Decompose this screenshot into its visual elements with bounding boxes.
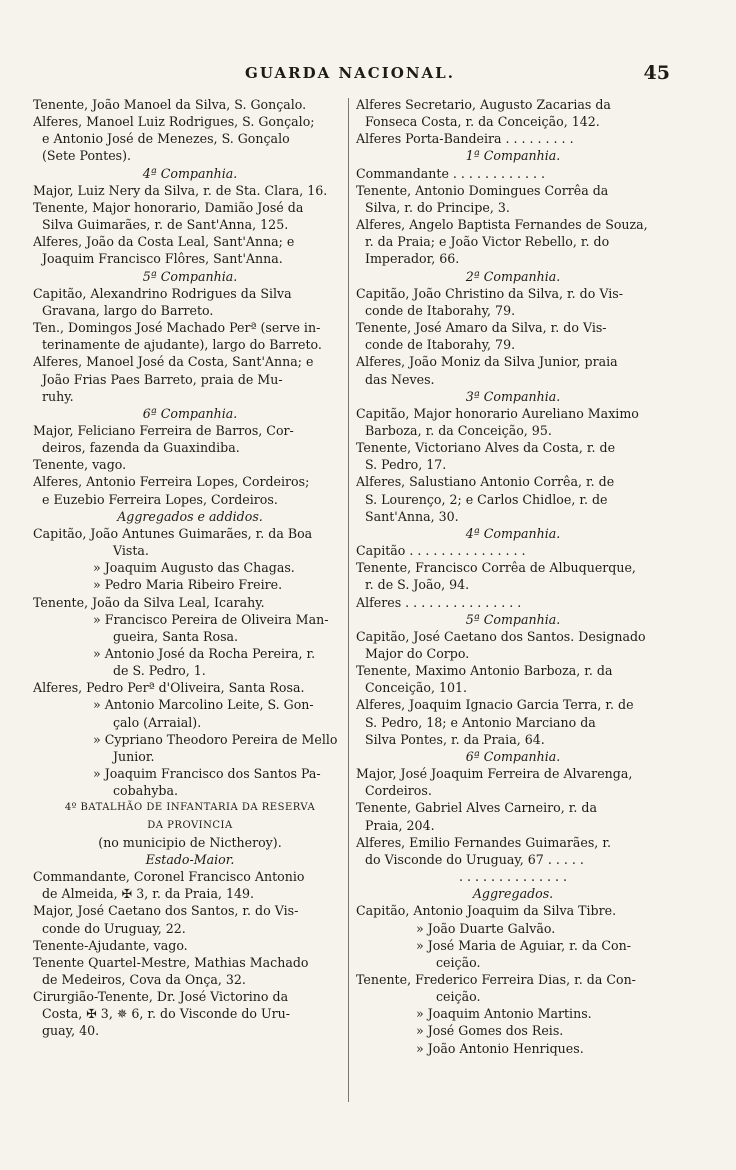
right-column-line: Capitão . . . . . . . . . . . . . . . bbox=[356, 543, 526, 559]
right-column-line: » João Duarte Galvão. bbox=[416, 920, 556, 936]
right-column-line: Tenente, Gabriel Alves Carneiro, r. da bbox=[356, 800, 597, 816]
left-column-line: 4ª Companhia. bbox=[142, 165, 238, 181]
left-column-line: Capitão, João Antunes Guimarães, r. da Boa bbox=[33, 525, 313, 541]
right-column-line: Alferes, Angelo Baptista Fernandes de Souza, bbox=[356, 217, 648, 233]
right-column-line: Alferes Secretario, Augusto Zacarias da bbox=[356, 97, 611, 112]
left-column-line: Alferes, Antonio Ferreira Lopes, Cordeiros; bbox=[33, 474, 310, 490]
right-column-line: Alferes, João Moniz da Silva Junior, praia bbox=[356, 354, 618, 370]
page-header bbox=[30, 62, 670, 86]
left-column-line: Tenente Quartel-Mestre, Mathias Machado bbox=[33, 954, 309, 970]
right-column-line: Tenente, Francisco Corrêa de Albuquerque, bbox=[356, 560, 636, 576]
right-column-line: Alferes, Emilio Fernandes Guimarães, r. bbox=[356, 834, 611, 850]
left-column-line: conde do Uruguay, 22. bbox=[42, 920, 186, 936]
left-column-line: Tenente-Ajudante, vago. bbox=[33, 937, 188, 953]
left-column-line: Tenente, vago. bbox=[33, 457, 127, 473]
left-column-line: Costa, ✠ 3, ✵ 6, r. do Visconde do Uru- bbox=[42, 1006, 290, 1022]
left-column-line: Tenente, João da Silva Leal, Icarahy. bbox=[33, 594, 265, 610]
right-column-line: Fonseca Costa, r. da Conceição, 142. bbox=[365, 114, 600, 130]
left-column-line: Silva Guimarães, r. de Sant'Anna, 125. bbox=[42, 217, 289, 233]
right-column-line: Tenente, Antonio Domingues Corrêa da bbox=[356, 182, 609, 198]
right-column-line: S. Pedro, 17. bbox=[365, 457, 447, 473]
left-column-line: de S. Pedro, 1. bbox=[113, 663, 206, 679]
right-column-line: Praia, 204. bbox=[365, 817, 435, 833]
right-column-line: » Joaquim Antonio Martins. bbox=[416, 1006, 592, 1022]
right-column-line: » José Maria de Aguiar, r. da Con- bbox=[416, 937, 631, 953]
left-column-line: de Almeida, ✠ 3, r. da Praia, 149. bbox=[42, 886, 255, 902]
right-column-line: Conceição, 101. bbox=[365, 680, 468, 696]
right-column-line: Alferes Porta-Bandeira . . . . . . . . . bbox=[356, 131, 574, 147]
left-column-line: Alferes, João da Costa Leal, Sant'Anna; e bbox=[33, 234, 295, 250]
right-column-line: 4ª Companhia. bbox=[465, 525, 561, 541]
right-column-line: Aggregados. bbox=[472, 886, 554, 902]
left-column-line: João Frias Paes Barreto, praia de Mu- bbox=[42, 371, 283, 387]
right-column-line: » João Antonio Henriques. bbox=[416, 1040, 584, 1056]
left-column-line: » Antonio Marcolino Leite, S. Gon- bbox=[93, 697, 314, 713]
left-column-line: » Joaquim Augusto das Chagas. bbox=[93, 560, 295, 576]
right-column-line: . . . . . . . . . . . . . . bbox=[458, 869, 568, 885]
left-column-line: Ten., Domingos José Machado Perª (serve in- bbox=[33, 320, 321, 336]
right-column-line: S. Lourenço, 2; e Carlos Chidloe, r. de bbox=[365, 491, 608, 507]
left-column-line: Estado-Maior. bbox=[145, 851, 235, 867]
right-column-line: conde de Itaborahy, 79. bbox=[365, 337, 516, 353]
left-column-line: e Euzebio Ferreira Lopes, Cordeiros. bbox=[42, 491, 278, 507]
right-column-line: Alferes, Joaquim Ignacio Garcia Terra, r. de bbox=[356, 697, 634, 713]
right-column-line: ceição. bbox=[436, 989, 481, 1005]
right-column-line: Silva, r. do Principe, 3. bbox=[365, 199, 510, 215]
right-column-line: Commandante . . . . . . . . . . . . bbox=[356, 165, 545, 181]
left-column-line: » Pedro Maria Ribeiro Freire. bbox=[93, 577, 283, 593]
left-column-line: (no municipio de Nictheroy). bbox=[98, 834, 282, 850]
left-column-line: DA PROVINCIA bbox=[147, 819, 233, 831]
right-column-line: Major do Corpo. bbox=[365, 646, 470, 661]
right-column-line: 1ª Companhia. bbox=[465, 148, 561, 164]
left-column-line: çalo (Arraial). bbox=[113, 714, 202, 730]
left-column-line: Aggregados e addidos. bbox=[117, 508, 263, 524]
left-column-line: (Sete Pontes). bbox=[42, 148, 132, 164]
right-column-line: r. de S. João, 94. bbox=[365, 577, 470, 593]
left-column-line: deiros, fazenda da Guaxindiba. bbox=[42, 440, 240, 456]
right-column-line: » José Gomes dos Reis. bbox=[416, 1023, 564, 1039]
right-column-line: Cordeiros. bbox=[365, 783, 432, 799]
left-column-line: Tenente, Major honorario, Damião José da bbox=[33, 199, 304, 215]
left-column-line: Alferes, Manoel José da Costa, Sant'Anna; e bbox=[33, 354, 314, 370]
right-column-line: Tenente, Frederico Ferreira Dias, r. da Con- bbox=[356, 971, 636, 987]
right-column-line: Capitão, Major honorario Aureliano Maximo bbox=[356, 405, 639, 421]
right-column-line: conde de Itaborahy, 79. bbox=[365, 302, 516, 318]
left-column-line: gueira, Santa Rosa. bbox=[113, 628, 239, 644]
left-column-line: Major, Luiz Nery da Silva, r. de Sta. Clara, 16. bbox=[33, 182, 328, 198]
left-column-line: de Medeiros, Cova da Onça, 32. bbox=[42, 971, 246, 987]
left-column-line: Cirurgião-Tenente, Dr. José Victorino da bbox=[33, 989, 289, 1005]
left-column-line: Commandante, Coronel Francisco Antonio bbox=[33, 869, 305, 885]
right-column-line: Silva Pontes, r. da Praia, 64. bbox=[365, 731, 545, 747]
left-column-line: Tenente, João Manoel da Silva, S. Gonçalo. bbox=[33, 97, 307, 112]
right-column-line: S. Pedro, 18; e Antonio Marciano da bbox=[365, 714, 596, 730]
left-column-line: » Cypriano Theodoro Pereira de Mello bbox=[93, 731, 338, 747]
left-column-line: Junior. bbox=[113, 748, 155, 764]
right-column-line: Major, José Joaquim Ferreira de Alvarenga, bbox=[356, 766, 633, 782]
right-column-line: Imperador, 66. bbox=[365, 251, 460, 267]
left-column-line: » Joaquim Francisco dos Santos Pa- bbox=[93, 766, 321, 782]
right-column-line: Capitão, João Christino da Silva, r. do Vis- bbox=[356, 285, 623, 301]
right-column-line: ceição. bbox=[436, 954, 481, 970]
right-column-line: do Visconde do Uruguay, 67 . . . . . bbox=[365, 851, 584, 867]
left-column-line: 6ª Companhia. bbox=[142, 405, 238, 421]
right-column-line: 5ª Companhia. bbox=[465, 611, 561, 627]
right-column-line: 6ª Companhia. bbox=[465, 748, 561, 764]
left-column-line: Capitão, Alexandrino Rodrigues da Silva bbox=[33, 285, 292, 301]
left-column-line: Alferes, Pedro Perª d'Oliveira, Santa Rosa. bbox=[33, 680, 305, 696]
right-column-line: Tenente, Victoriano Alves da Costa, r. de bbox=[356, 440, 616, 456]
left-column-line: terinamente de ajudante), largo do Barreto. bbox=[42, 337, 322, 353]
right-column-line: 3ª Companhia. bbox=[465, 388, 561, 404]
page-number: 45 bbox=[643, 62, 670, 84]
left-column-line: Vista. bbox=[113, 543, 149, 559]
left-column-line: 5ª Companhia. bbox=[142, 268, 238, 284]
left-column-line: » Antonio José da Rocha Pereira, r. bbox=[93, 646, 316, 661]
left-column-line: guay, 40. bbox=[42, 1023, 100, 1039]
right-column-line: Alferes . . . . . . . . . . . . . . . bbox=[356, 594, 522, 610]
right-column-line: 2ª Companhia. bbox=[465, 268, 561, 284]
left-column-line: Alferes, Manoel Luiz Rodrigues, S. Gonçalo; bbox=[33, 114, 315, 130]
left-column-line: e Antonio José de Menezes, S. Gonçalo bbox=[42, 131, 290, 147]
right-column-line: Barboza, r. da Conceição, 95. bbox=[365, 422, 552, 438]
left-column-line: ruhy. bbox=[42, 388, 74, 404]
left-column-line: Major, José Caetano dos Santos, r. do Vis- bbox=[33, 903, 299, 919]
right-column-line: Sant'Anna, 30. bbox=[365, 508, 459, 524]
left-column-line: Major, Feliciano Ferreira de Barros, Cor- bbox=[33, 422, 294, 438]
right-column-line: Alferes, Salustiano Antonio Corrêa, r. de bbox=[356, 474, 615, 490]
right-column-line: Tenente, José Amaro da Silva, r. do Vis- bbox=[356, 320, 607, 336]
right-column bbox=[356, 96, 670, 1057]
left-column-line: cobahyba. bbox=[113, 783, 179, 799]
left-column bbox=[33, 96, 347, 1040]
right-column-line: r. da Praia; e João Victor Rebello, r. do bbox=[365, 234, 610, 250]
left-column-line: 4º BATALHÃO DE INFANTARIA DA RESERVA bbox=[64, 802, 316, 814]
column-divider bbox=[348, 98, 349, 1102]
right-column-line: das Neves. bbox=[365, 371, 435, 387]
right-column-line: Capitão, Antonio Joaquim da Silva Tibre. bbox=[356, 903, 617, 919]
right-column-line: Capitão, José Caetano dos Santos. Designado bbox=[356, 628, 646, 644]
left-column-line: Joaquim Francisco Flôres, Sant'Anna. bbox=[42, 251, 283, 267]
right-column-line: Tenente, Maximo Antonio Barboza, r. da bbox=[356, 663, 613, 679]
running-title: GUARDA NACIONAL. bbox=[245, 64, 455, 82]
left-column-line: Gravana, largo do Barreto. bbox=[42, 302, 214, 318]
left-column-line: » Francisco Pereira de Oliveira Man- bbox=[93, 611, 329, 627]
